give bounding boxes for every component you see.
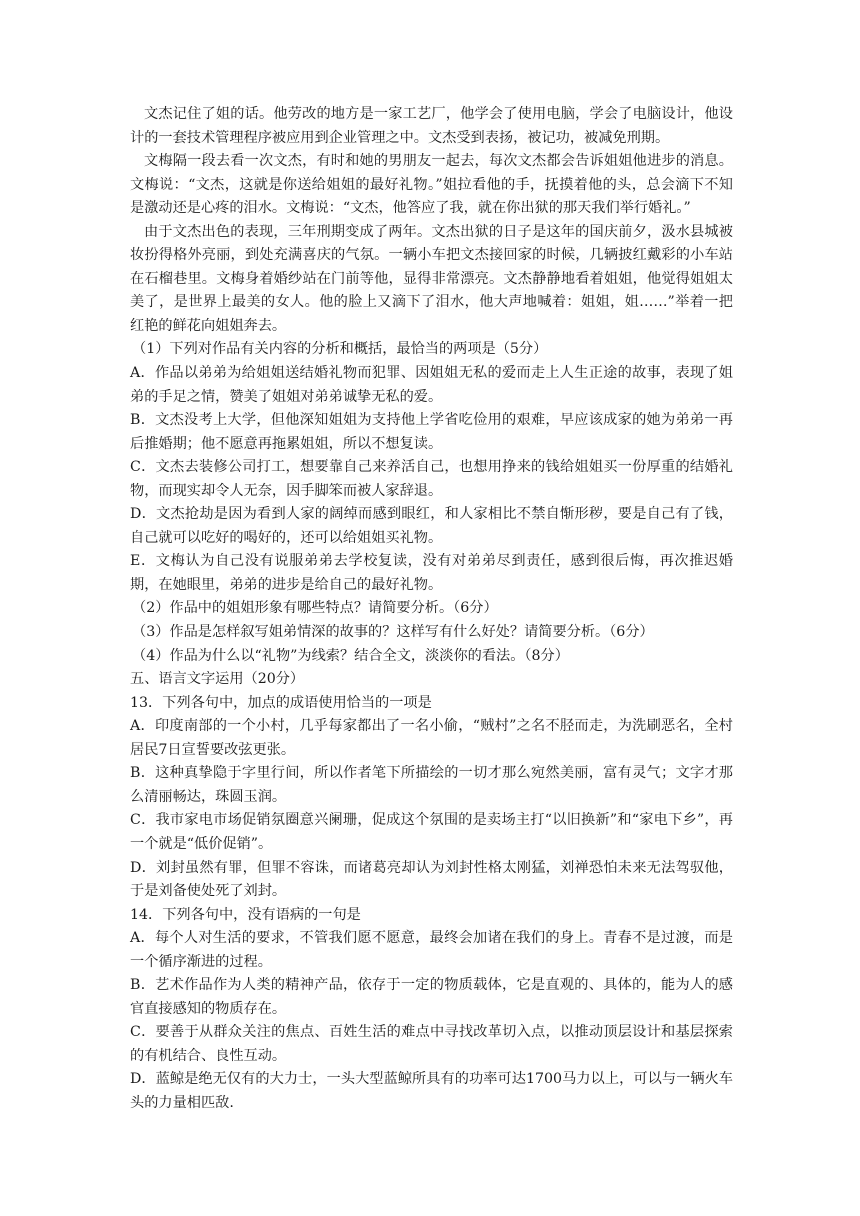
question-13-option-c: C．我市家电市场促销氛圈意兴阑珊，促成这个氛围的是卖场主打“以旧换新”和“家电下乡”，再一个就是“低价促销”。 <box>130 812 733 852</box>
story-paragraph-3: 由于文杰出色的表现，三年刑期变成了两年。文杰出狱的日子是这年的国庆前夕，汲水县城被妆扮得格外亮丽，到处充满喜庆的气氛。一辆小车把文杰接回家的时候，几辆披红戴彩的小车站在石榴巷里。文梅身着婚纱站在门前等他，显得非常漂亮。文杰静静地看着姐姐，他觉得姐姐太美了，是世界上最美的女人。他的脸上又滴下了泪水，他大声地喊着：姐姐，姐……”举着一把红艳的鲜花向姐姐奔去。 <box>130 223 733 334</box>
question-14-option-d: D．蓝鲸是绝无仅有的大力士，一头大型蓝鲸所具有的功率可达1700马力以上，可以与一辆火车头的力量相匹敌. <box>130 1071 733 1111</box>
question-1-option-a: A．作品以弟弟为给姐姐送结婚礼物而犯罪、因姐姐无私的爱而走上人生正途的故事，表现了姐弟的手足之情，赞美了姐姐对弟弟诚挚无私的爱。 <box>130 365 733 405</box>
story-paragraph-1: 文杰记住了姐的话。他劳改的地方是一家工艺厂，他学会了使用电脑，学会了电脑设计，他设计的一套技术管理程序被应用到企业管理之中。文杰受到表扬，被记功，被减免刑期。 <box>130 106 733 146</box>
question-1-stem: （1）下列对作品有关内容的分析和概括，最恰当的两项是（5分） <box>132 341 548 358</box>
question-2: （2）作品中的姐姐形象有哪些特点？请简要分析。（6分） <box>132 600 498 617</box>
question-3: （3）作品是怎样叙写姐弟情深的故事的？这样写有什么好处？请简要分析。（6分） <box>132 624 654 641</box>
question-13-option-d: D．刘封虽然有罪，但罪不容诛，而诸葛亮却认为刘封性格太刚猛，刘禅恐怕未来无法驾驭他，于是刘备使处死了刘封。 <box>130 859 733 900</box>
question-14-option-a: A．每个人对生活的要求，不管我们愿不愿意，最终会加诸在我们的身上。青春不是过渡，而是一个循序渐进的过程。 <box>130 930 733 970</box>
question-1-option-e: E．文梅认为自己没有说服弟弟去学校复读，没有对弟弟尽到责任，感到很后悔，再次推迟婚期，在她眼里，弟弟的进步是给自己的最好礼物。 <box>130 553 733 593</box>
story-paragraph-2: 文梅隔一段去看一次文杰，有时和她的男朋友一起去，每次文杰都会告诉姐姐他进步的消息。文梅说：“文杰，这就是你送给姐姐的最好礼物。”姐拉看他的手，抚摸着他的头，总会滴下不知是激动还是心疼的泪水。文梅说：“文杰，他答应了我，就在你出狱的那天我们举行婚礼。” <box>130 153 733 217</box>
question-13-option-b: B．这种真挚隐于字里行间，所以作者笔下所描绘的一切才那么宛然美丽，富有灵气；文字才那么清丽畅达，珠圆玉润。 <box>130 765 733 805</box>
question-1-option-c: C．文杰去装修公司打工，想要靠自己来养活自己，也想用挣来的钱给姐姐买一份厚重的结婚礼物，而现实却令人无奈，因手脚笨而被人家辞退。 <box>130 459 733 499</box>
question-1-option-d: D．文杰抢劫是因为看到人家的阔绰而感到眼红，和人家相比不禁自惭形秽，要是自己有了钱，自己就可以吃好的喝好的，还可以给姐姐买礼物。 <box>130 506 733 546</box>
question-14-option-c: C．要善于从群众关注的焦点、百姓生活的难点中寻找改革切入点，以推动顶层设计和基层探索的有机结合、良性互动。 <box>130 1024 733 1064</box>
question-14-option-b: B．艺术作品作为人类的精神产品，依存于一定的物质载体，它是直观的、具体的，能为人的感官直接感知的物质存在。 <box>130 977 733 1017</box>
question-13-option-a: A．印度南部的一个小村，几乎每家都出了一名小偷，“贼村”之名不胫而走，为洗刷恶名，全村居民7日宣誓要改弦更张。 <box>130 718 733 758</box>
exam-page <box>130 103 733 1116</box>
question-13-stem: 13．下列各句中，加点的成语使用恰当的一项是 <box>130 694 432 711</box>
section-5-heading: 五、语言文字运用（20分） <box>130 671 305 688</box>
question-1-option-b: B．文杰没考上大学，但他深知姐姐为支持他上学省吃俭用的艰难，早应该成家的她为弟弟一再后推婚期；他不愿意再拖累姐姐，所以不想复读。 <box>130 412 733 452</box>
question-14-stem: 14．下列各句中，没有语病的一句是 <box>130 906 361 923</box>
question-4: （4）作品为什么以“礼物”为线索？结合全文，淡淡你的看法。（8分） <box>132 647 569 664</box>
